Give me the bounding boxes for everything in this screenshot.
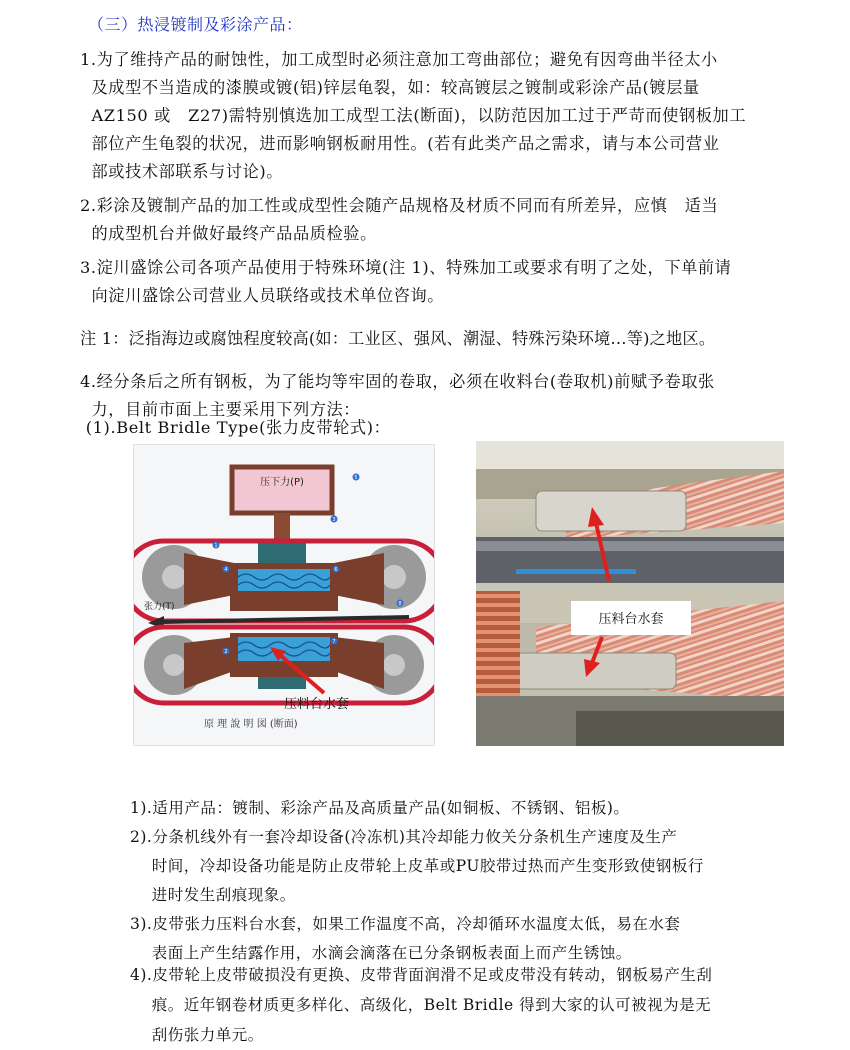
note-line: 时间，冷却设备功能是防止皮带轮上皮革或PU胶带过热而产生变形致使钢板行 [130,857,704,875]
tension-label: 张力(T) [144,602,175,612]
item-4-line: 4.经分条后之所有钢板，为了能均等牢固的卷取，必须在收料台(卷取机)前赋予卷取张 [80,372,715,391]
item-3-line: 3.淀川盛馀公司各项产品使用于特殊环境(注 1)、特殊加工或要求有明了之处，下单前请 [80,258,732,277]
item-1-line: 及成型不当造成的漆膜或镀(铝)锌层龟裂，如：较高镀层之镀制或彩涂产品(镀层量 [80,78,700,97]
item-2-line: 的成型机台并做好最终产品品质检验。 [80,224,377,243]
callout-number: 1 [214,543,218,549]
callout-number: 7 [332,639,336,645]
water-jacket-label: 压料台水套 [284,697,350,712]
callout-number: 6 [334,567,338,573]
note-item-2 [130,823,704,910]
item-1-line: AZ150 或 Z27)需特别慎选加工成型工法(断面)，以防范因加工过于严苛而使钢板加工 [80,106,747,125]
note-line: 2).分条机线外有一套冷却设备(冷冻机)其冷却能力攸关分条机生产速度及生产 [130,828,678,846]
item-1-line: 部或技术部联系与讨论)。 [80,162,284,181]
photo-water-jacket-label: 压料台水套 [598,612,664,627]
section-title: （三）热浸镀制及彩涂产品： [88,15,303,34]
note-line: 3).皮带张力压料台水套，如果工作温度不高，冷却循环水温度太低，易在水套 [130,915,681,933]
item-2-line: 2.彩涂及镀制产品的加工性或成型性会随产品规格及材质不同而有所差异，应慎 适当 [80,196,719,215]
note-item-1 [130,794,629,823]
item-2 [80,192,718,248]
item-3-line: 向淀川盛馀公司营业人员联络或技术单位咨询。 [80,286,445,305]
note-line: 1).适用产品：镀制、彩涂产品及高质量产品(如铜板、不锈钢、铝板)。 [130,799,630,817]
note-item-4 [130,960,712,1050]
item-4-subtitle: (1).Belt Bridle Type(张力皮带轮式)： [80,418,391,437]
diagram-caption: 原 理 說 明 図 (断面) [204,719,298,730]
item-3 [80,254,731,310]
item-1-line: 部位产生龟裂的状况，进而影响钢板耐用性。(若有此类产品之需求，请与本公司营业 [80,134,720,153]
note-line: 痕。近年钢卷材质更多样化、高级化，Belt Bridle 得到大家的认可被视为是无 [130,996,712,1014]
callout-number: 4 [224,567,228,573]
note-line: 表面上产生结露作用，水滴会滴落在已分条钢板表面上而产生锈蚀。 [130,944,632,962]
item-4-line: 力，目前市面上主要采用下列方法： [80,400,361,419]
belt-bridle-diagram [133,444,435,746]
callout-number: 3 [332,517,336,523]
belt-bridle-photo [476,441,784,746]
callout-number: 5 [354,475,358,481]
note-line: 刮伤张力单元。 [130,1026,264,1044]
note-1: 注 1：泛指海边或腐蚀程度较高(如：工业区、强风、潮湿、特殊污染环境…等)之地区。 [80,329,716,348]
callout-number: 8 [398,601,402,607]
callout-number: 2 [224,649,228,655]
item-1 [80,46,746,186]
note-line: 进时发生刮痕现象。 [130,886,296,904]
note-line: 4).皮带轮上皮带破损没有更换、皮带背面润滑不足或皮带没有转动，钢板易产生刮 [130,966,713,984]
press-force-label: 压下力(P) [260,477,304,488]
item-1-line: 1.为了维持产品的耐蚀性，加工成型时必须注意加工弯曲部位；避免有因弯曲半径太小 [80,50,718,69]
